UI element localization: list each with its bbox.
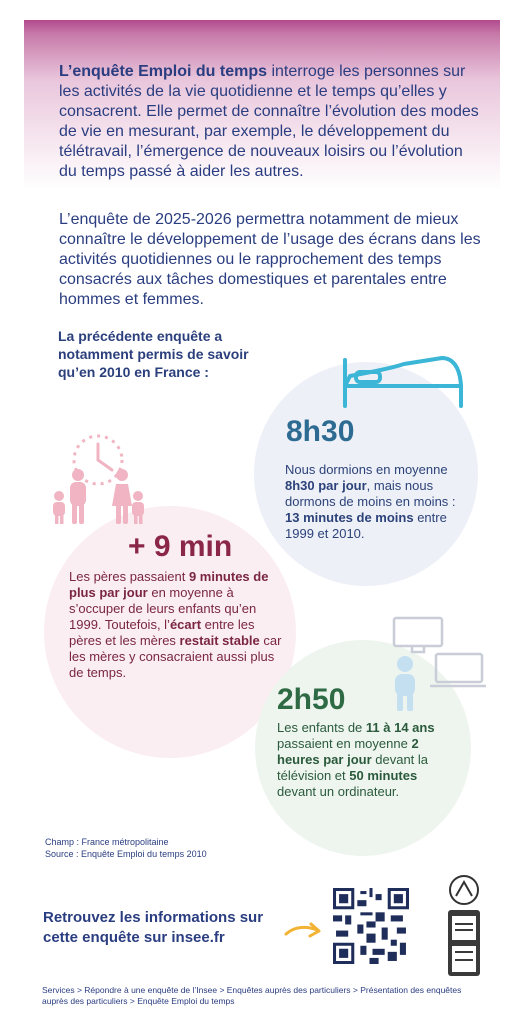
intro-text: interroge les personnes sur les activités de la vie quotidienne et le temps qu’elles y consacrent. Elle permet de connaître l’évolution des modes de vie en mesurant, par exemple, le développement du télétravail, l’émergence de nouveaux loisirs ou l’évolution du temps passé à aider les autres. — [59, 63, 479, 180]
fathers-bold-1: 9 minutes de plus par jour — [69, 569, 269, 600]
qr-code-icon[interactable] — [333, 888, 409, 964]
sleep-text-1: Nous dormions en moyenne — [285, 462, 448, 477]
intro-bold: L’enquête Emploi du temps — [59, 63, 268, 80]
champ-text: Champ : France métropolitaine — [45, 837, 169, 847]
children-text — [277, 720, 447, 800]
fathers-text — [69, 569, 289, 681]
cta-text: Retrouvez les informations sur cette enquête sur insee.fr — [43, 909, 264, 946]
source-note — [45, 836, 207, 860]
fathers-bold-2: écart — [169, 617, 202, 632]
fathers-text-2: en moyenne à s’occuper de leurs enfants qu’en 1999. Toutefois, l’ — [69, 585, 257, 632]
second-paragraph: L’enquête de 2025-2026 permettra notamment de mieux connaître le développement de l’usage des écrans dans les activités quotidiennes ou le rapprochement des temps consacrés aux tâches domestiques et parentales entre hommes et femmes. — [59, 211, 481, 308]
recycling-icon — [444, 872, 484, 980]
children-text-4: devant un ordinateur. — [277, 784, 400, 799]
sleep-text-3: entre 1999 et 2010. — [285, 510, 447, 541]
children-bold-3: 50 minutes — [349, 768, 418, 783]
fathers-bold-3: restait stable — [179, 633, 260, 648]
children-value: 2h50 — [277, 683, 346, 716]
children-bold-2: 2 heures par jour — [277, 736, 419, 767]
fathers-text-3: entre les pères et les mères — [69, 617, 255, 648]
sleep-value: 8h30 — [286, 415, 355, 448]
family-icon — [50, 468, 148, 526]
sleep-text — [285, 462, 465, 542]
intro-paragraph — [59, 62, 479, 182]
children-text-3: devant la télévision et — [277, 752, 429, 783]
sleep-bold-2: 13 minutes de moins — [285, 510, 414, 525]
bed-icon — [342, 356, 464, 410]
lead-text: La précédente enquête a notamment permis de savoir qu’en 2010 en France : — [58, 328, 249, 380]
fathers-text-4: car les mères y consacraient aussi plus de temps. — [69, 633, 282, 680]
child-icon — [388, 655, 422, 713]
children-text-2: passaient en moyenne — [277, 736, 412, 751]
fathers-text-1: Les pères passaient — [69, 569, 189, 584]
sleep-bold-1: 8h30 par jour — [285, 478, 367, 493]
source-text: Source : Enquête Emploi du temps 2010 — [45, 849, 207, 859]
fathers-value: + 9 min — [128, 530, 233, 563]
breadcrumb-footer: Services > Répondre à une enquête de l’Insee > Enquêtes auprès des particuliers > Présentation des enquêtes auprès des particuliers > Enquête Emploi du temps — [42, 985, 462, 1006]
children-text-1: Les enfants de — [277, 720, 366, 735]
arrow-icon — [283, 918, 323, 942]
children-bold-1: 11 à 14 ans — [365, 720, 435, 735]
sleep-text-2: , mais nous dormons de moins en moins : — [285, 478, 456, 509]
